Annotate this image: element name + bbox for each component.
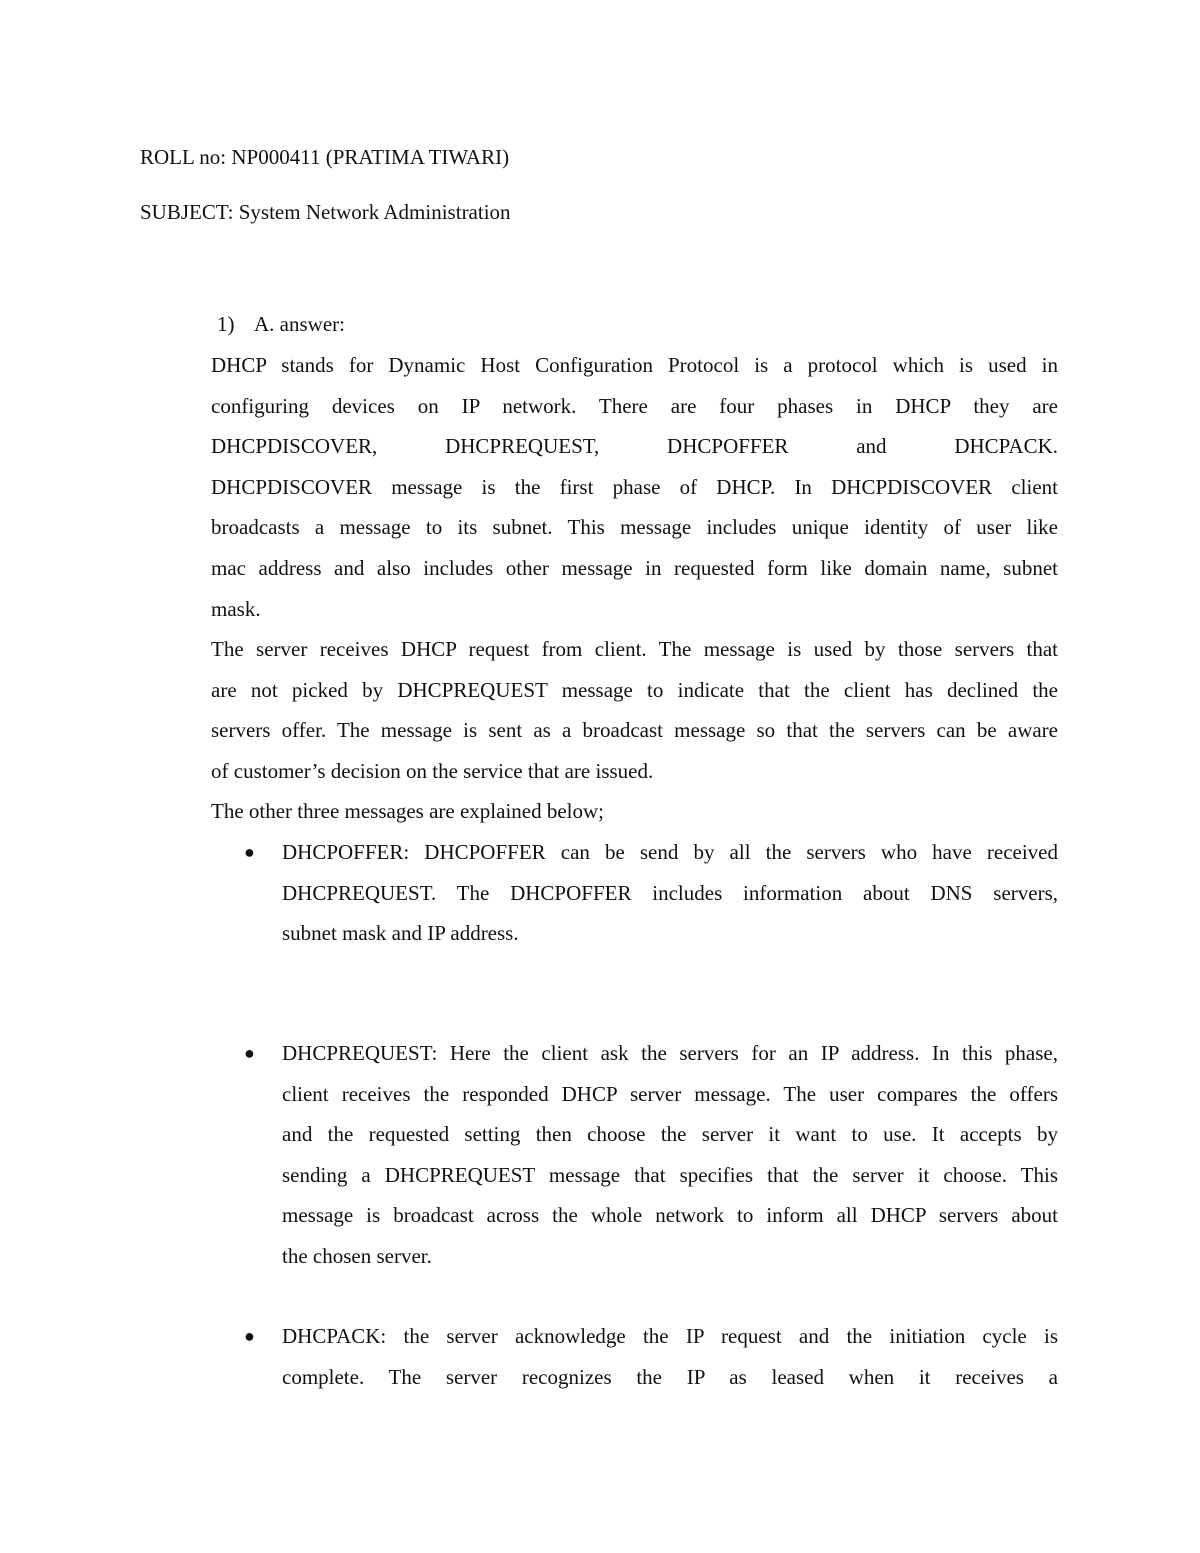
question-number: 1) xyxy=(217,312,235,336)
text-line: configuring devices on IP network. There are four phases in DHCP they are xyxy=(211,393,1058,418)
bullet-text xyxy=(282,832,1058,954)
bullet-text xyxy=(282,1033,1058,1277)
text-line: DHCPACK: the server acknowledge the IP request and the initiation cycle is xyxy=(282,1324,1058,1348)
text-line: mask. xyxy=(211,596,261,621)
bullet-icon: ● xyxy=(244,842,255,862)
text-line: DHCPREQUEST: Here the client ask the servers for an IP address. In this phase, xyxy=(282,1041,1058,1065)
text-line: the chosen server. xyxy=(282,1243,432,1268)
bullet-icon: ● xyxy=(244,1326,255,1346)
text-line: are not picked by DHCPREQUEST message to indicate that the client has declined the xyxy=(211,677,1058,702)
text-line: complete. The server recognizes the IP as leased when it receives a xyxy=(282,1364,1058,1389)
roll-number-line: ROLL no: NP000411 (PRATIMA TIWARI) xyxy=(140,145,510,169)
text-line: mac address and also includes other message in requested form like domain name, subnet xyxy=(211,555,1058,580)
text-line: client receives the responded DHCP server message. The user compares the offers xyxy=(282,1081,1058,1106)
paragraph-server-receives xyxy=(211,629,1058,791)
question-heading xyxy=(217,310,345,338)
text-line: The other three messages are explained below; xyxy=(211,799,605,823)
text-line: and the requested setting then choose the server it want to use. It accepts by xyxy=(282,1122,1058,1147)
paragraph-other-messages xyxy=(211,791,1058,832)
paragraph-dhcp-intro xyxy=(211,345,1058,629)
text-line: broadcasts a message to its subnet. This message includes unique identity of user like xyxy=(211,515,1058,540)
bullet-text xyxy=(282,1316,1058,1397)
text-line: DHCPDISCOVER, DHCPREQUEST, DHCPOFFER and DHCPACK. xyxy=(211,434,1058,459)
text-line: DHCPOFFER: DHCPOFFER can be send by all the servers who have received xyxy=(282,840,1058,864)
text-line: The server receives DHCP request from client. The message is used by those servers that xyxy=(211,637,1058,661)
question-label: A. answer: xyxy=(254,312,345,336)
text-line: DHCP stands for Dynamic Host Configuration Protocol is a protocol which is used in xyxy=(211,353,1058,377)
bullet-icon: ● xyxy=(244,1043,255,1063)
subject-line: SUBJECT: System Network Administration xyxy=(140,200,511,224)
text-line: sending a DHCPREQUEST message that specifies that the server it choose. This xyxy=(282,1162,1058,1187)
text-line: message is broadcast across the whole network to inform all DHCP servers about xyxy=(282,1203,1058,1228)
text-line: subnet mask and IP address. xyxy=(282,921,519,946)
text-line: DHCPREQUEST. The DHCPOFFER includes information about DNS servers, xyxy=(282,880,1058,905)
text-line: DHCPDISCOVER message is the first phase of DHCP. In DHCPDISCOVER client xyxy=(211,474,1058,499)
text-line: servers offer. The message is sent as a broadcast message so that the servers can be aware xyxy=(211,718,1058,743)
text-line: of customer’s decision on the service that are issued. xyxy=(211,758,654,783)
